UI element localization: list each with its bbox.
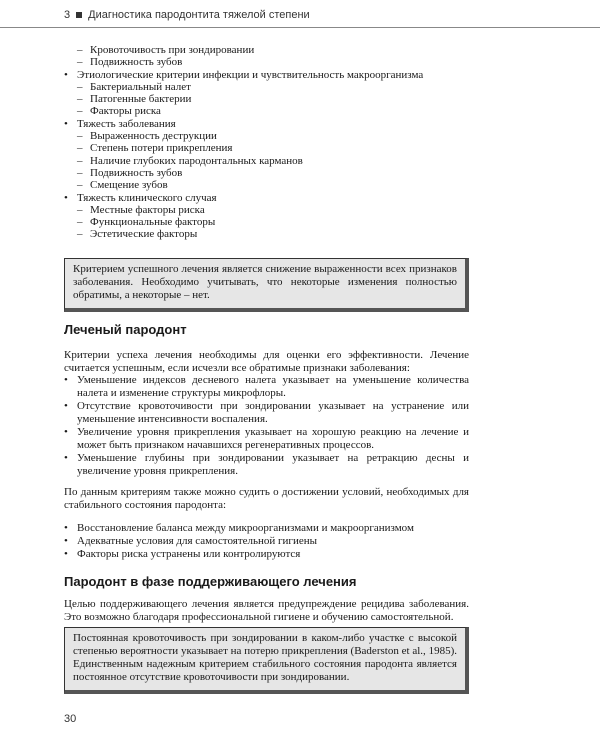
list-item: – Кровоточивость при зондировании — [77, 44, 255, 56]
list-item: – Эстетические факторы — [77, 228, 198, 241]
list-item: • Тяжесть клинического случая — [64, 191, 217, 204]
bullet-icon: • — [64, 548, 68, 560]
callout-box-success-criteria: Критерием успешного лечения является снижение выраженности всех признаков заболевания. Необходимо учитывать, что некоторые изменения полностью обратимы, а некоторые – нет. — [64, 258, 469, 312]
dash-icon: – — [77, 44, 83, 56]
list-item: – Степень потери прикрепления — [77, 142, 233, 155]
section-intro-paragraph: Критерии успеха лечения необходимы для оценки его эффективности. Лечение считается успешным, если исчезли все обратимые признаки заболевания: — [64, 349, 469, 374]
header-rule — [0, 27, 600, 28]
dash-icon: – — [77, 228, 83, 241]
dash-icon: – — [77, 130, 83, 143]
list-item: • Адекватные условия для самостоятельной гигиены — [64, 535, 317, 547]
stability-paragraph: По данным критериям также можно судить о достижении условий, необходимых для стабильного состояния пародонта: — [64, 486, 469, 511]
dash-icon: – — [77, 93, 83, 106]
callout-box-bleeding-on-probing: Постоянная кровоточивость при зондировании в каком-либо участке с высокой степенью вероятности указывает на потерю прикрепления (Baderston et al., 1985). Единственным надежным критерием стабильного состояния пародонта является постоянное отсутствие кровоточивости при зондировании. — [64, 627, 469, 694]
dash-icon: – — [77, 80, 83, 93]
dash-icon: – — [77, 154, 83, 167]
stability-conditions-list — [64, 522, 469, 561]
section-heading-treated-periodontium: Леченый пародонт — [64, 322, 187, 337]
success-criteria-list — [64, 374, 469, 478]
list-item: – Выраженность деструкции — [77, 130, 217, 143]
bullet-icon: • — [64, 426, 68, 438]
bullet-icon: • — [64, 68, 68, 81]
chapter-title: Диагностика пародонтита тяжелой степени — [88, 9, 310, 21]
list-item: – Наличие глубоких пародонтальных карманов — [77, 154, 303, 167]
list-item: – Патогенные бактерии — [77, 93, 192, 106]
list-item: – Функциональные факторы — [77, 216, 216, 229]
dash-icon: – — [77, 179, 83, 192]
list-item: • Факторы риска устранены или контролируются — [64, 548, 301, 560]
bullet-icon: • — [64, 117, 68, 130]
chapter-number: 3 — [64, 9, 71, 21]
list-item: – Смещение зубов — [77, 179, 168, 192]
list-item: • Тяжесть заболевания — [64, 117, 176, 130]
dash-icon: – — [77, 203, 83, 216]
dash-icon: – — [77, 105, 83, 118]
list-item: • Увеличение уровня прикрепления указывает на хорошую реакцию на лечение и может быть признаком начавшихся регенеративных процессов. — [64, 426, 469, 451]
square-bullet-icon — [76, 12, 82, 18]
list-item: • Этиологические критерии инфекции и чувствительность макроорганизма — [64, 68, 424, 81]
page-number: 30 — [64, 713, 77, 725]
list-item: – Местные факторы риска — [77, 203, 205, 216]
bullet-icon: • — [64, 452, 68, 464]
bullet-icon: • — [64, 400, 68, 412]
list-item: – Факторы риска — [77, 105, 161, 118]
list-item: – Подвижность зубов — [77, 56, 183, 69]
list-item: • Уменьшение глубины при зондировании указывает на ретракцию десны и увеличение уровня прикрепления. — [64, 452, 469, 477]
dash-icon: – — [77, 56, 83, 69]
bullet-icon: • — [64, 535, 68, 547]
dash-icon: – — [77, 166, 83, 179]
running-header — [64, 9, 310, 21]
criteria-list — [64, 44, 504, 241]
section-heading-maintenance-phase: Пародонт в фазе поддерживающего лечения — [64, 574, 357, 589]
list-item: • Отсутствие кровоточивости при зондировании указывает на устранение или уменьшение интенсивности воспаления. — [64, 400, 469, 425]
list-item: • Восстановление баланса между микроорганизмами и макроорганизмом — [64, 522, 414, 534]
dash-icon: – — [77, 142, 83, 155]
list-item: • Уменьшение индексов десневого налета указывает на уменьшение количества налета и изменение структуры микрофлоры. — [64, 374, 469, 399]
list-item: – Бактериальный налет — [77, 80, 191, 93]
bullet-icon: • — [64, 191, 68, 204]
bullet-icon: • — [64, 522, 68, 534]
maintenance-paragraph: Целью поддерживающего лечения является предупреждение рецидива заболевания. Это возможно благодаря профессиональной гигиене и обучению самостоятельной. — [64, 598, 469, 623]
dash-icon: – — [77, 216, 83, 229]
list-item: – Подвижность зубов — [77, 166, 183, 179]
bullet-icon: • — [64, 374, 68, 386]
